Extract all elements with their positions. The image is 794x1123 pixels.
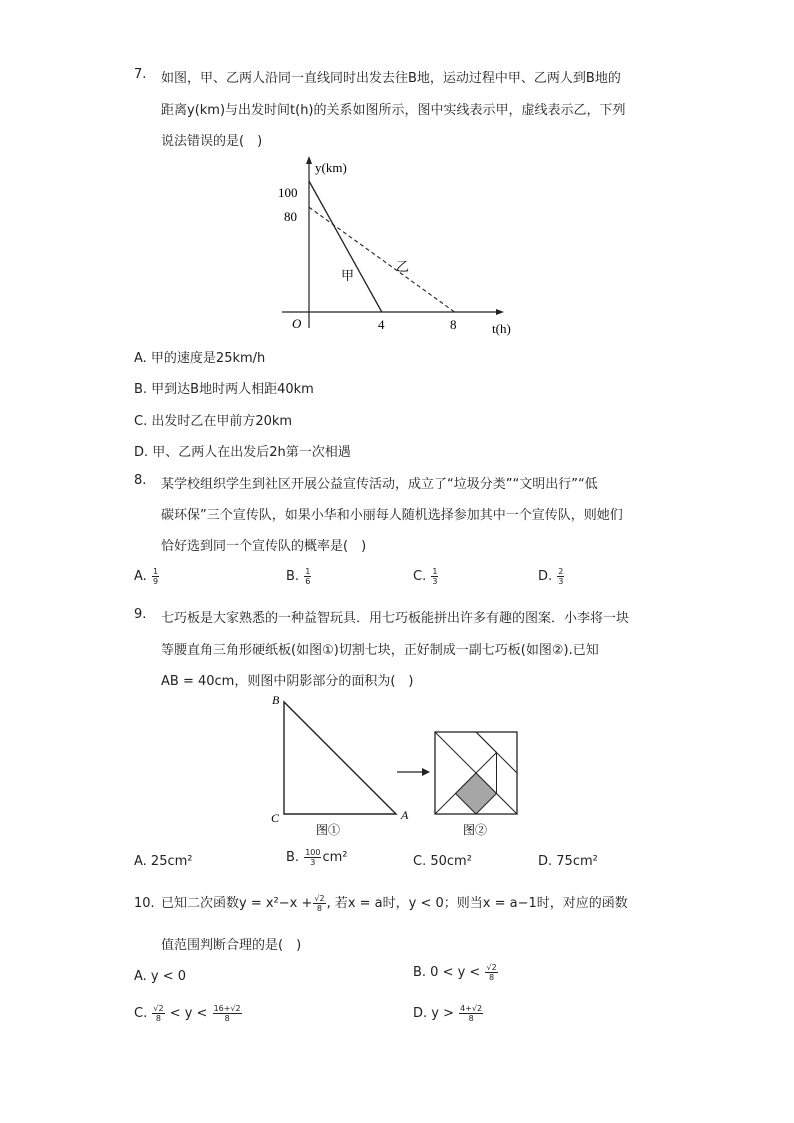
q7-text-line1: 如图，甲、乙两人沿同一直线同时出发去往B地，运动过程中甲、乙两人到B地的 <box>161 71 621 86</box>
option-label: A. <box>134 569 147 584</box>
q8-option-c[interactable] <box>413 567 439 586</box>
arrow-right-icon <box>422 768 430 776</box>
q9-text-line2: 等腰直角三角形硬纸板(如图①)切割七块，正好制成一副七巧板(如图②).已知 <box>161 643 599 658</box>
q9-option-d[interactable]: D. 75cm² <box>538 854 598 869</box>
unit: cm² <box>322 850 348 865</box>
numerator: 2 <box>558 567 564 576</box>
option-label: B. <box>286 850 300 865</box>
option-label: C. <box>134 1006 148 1021</box>
fraction <box>485 963 497 982</box>
y-tick-100: 100 <box>278 185 298 200</box>
denominator: 6 <box>305 577 311 586</box>
q7-option-d[interactable]: D. 甲、乙两人在出发后2h第一次相遇 <box>134 445 351 460</box>
q9-option-c[interactable]: C. 50cm² <box>413 854 472 869</box>
numerator: 4+√2 <box>460 1004 483 1013</box>
q9-figures <box>262 690 532 840</box>
fraction <box>304 848 321 867</box>
fraction <box>152 567 159 586</box>
q10-line1-post: , 若x = a时，y < 0；则当x = a−1时，对应的函数 <box>326 896 628 911</box>
q10-line1-pre: 已知二次函数y = x²−x + <box>161 896 313 911</box>
q9-text-line1: 七巧板是大家熟悉的一种益智玩具．用七巧板能拼出许多有趣的图案．小李将一块 <box>161 611 630 626</box>
q10-option-d[interactable] <box>413 1004 484 1023</box>
denominator: 8 <box>316 904 323 913</box>
fraction <box>152 1004 164 1023</box>
numerator: √2 <box>486 963 497 972</box>
fraction <box>431 567 438 586</box>
q10-number: 10. <box>134 896 155 911</box>
y-tick-80: 80 <box>284 209 297 224</box>
option-label: C. <box>413 569 427 584</box>
fraction <box>557 567 564 586</box>
denominator: 9 <box>152 577 159 586</box>
fraction <box>313 894 325 913</box>
label-yi: 乙 <box>396 259 410 274</box>
series-jia-line <box>309 181 382 312</box>
q9-option-b[interactable] <box>286 848 348 867</box>
q8-option-a[interactable] <box>134 567 160 586</box>
label-jia: 甲 <box>341 268 355 283</box>
q7-option-c[interactable]: C. 出发时乙在甲前方20km <box>134 414 293 429</box>
denominator: 3 <box>310 858 316 867</box>
q10-option-a[interactable]: A. y < 0 <box>134 969 187 984</box>
x-axis-arrow-icon <box>496 309 504 315</box>
q7-number: 7. <box>134 67 147 82</box>
fraction <box>459 1004 483 1023</box>
denominator: 3 <box>558 577 564 586</box>
numerator: 1 <box>305 567 311 576</box>
q7-text-line2: 距离y(km)与出发时间t(h)的关系如图所示，图中实线表示甲，虚线表示乙，下列 <box>161 103 626 118</box>
q8-text-line2: 碳环保”三个宣传队，如果小华和小丽每人随机选择参加其中一个宣传队，则她们 <box>161 508 623 523</box>
q10-option-c[interactable] <box>134 1004 243 1023</box>
triangle-figure-1 <box>284 702 396 814</box>
q10-option-b[interactable] <box>413 963 499 982</box>
vertex-a-label: A <box>401 808 409 822</box>
numerator: √2 <box>314 894 325 903</box>
numerator: 16+√2 <box>213 1004 241 1013</box>
q7-text-line3: 说法错误的是( ) <box>161 134 263 149</box>
q9-text-line3: AB = 40cm，则图中阴影部分的面积为( ) <box>161 674 414 689</box>
q8-option-d[interactable] <box>538 567 565 586</box>
series-yi-line <box>309 207 455 312</box>
y-axis-arrow-icon <box>306 156 312 164</box>
origin-label: O <box>292 316 302 331</box>
x-axis-label: t(h) <box>492 321 511 336</box>
q7-option-a[interactable]: A. 甲的速度是25km/h <box>134 351 266 366</box>
numerator: √2 <box>153 1004 164 1013</box>
q9-number: 9. <box>134 607 147 622</box>
q8-number: 8. <box>134 473 147 488</box>
q10-text-line2: 值范围判断合理的是( ) <box>161 938 302 953</box>
q8-option-b[interactable] <box>286 567 312 586</box>
q8-text-line1: 某学校组织学生到社区开展公益宣传活动，成立了“垃圾分类”“文明出行”“低 <box>161 477 598 492</box>
option-prefix: D. y > <box>413 1006 454 1021</box>
fraction <box>304 567 311 586</box>
x-tick-4: 4 <box>378 317 385 332</box>
denominator: 3 <box>432 577 438 586</box>
denominator: 8 <box>489 973 495 982</box>
vertex-b-label: B <box>272 693 280 707</box>
q7-option-b[interactable]: B. 甲到达B地时两人相距40km <box>134 382 314 397</box>
option-label: B. <box>286 569 300 584</box>
fraction <box>213 1004 242 1023</box>
option-prefix: B. 0 < y < <box>413 965 481 980</box>
q9-option-a[interactable]: A. 25cm² <box>134 854 193 869</box>
option-middle: < y < <box>169 1006 208 1021</box>
figure-1-caption: 图① <box>316 823 341 837</box>
x-tick-8: 8 <box>450 317 457 332</box>
option-label: D. <box>538 569 553 584</box>
numerator: 1 <box>432 567 438 576</box>
numerator: 1 <box>152 567 159 576</box>
shaded-square <box>456 773 497 814</box>
figure-2-caption: 图② <box>463 823 488 837</box>
denominator: 8 <box>468 1014 474 1023</box>
q10-text-line1 <box>161 892 628 913</box>
q7-graph <box>270 150 530 345</box>
q8-text-line3: 恰好选到同一个宣传队的概率是( ) <box>161 539 367 554</box>
y-axis-label: y(km) <box>315 160 347 175</box>
tangram-figure-2 <box>435 732 517 814</box>
denominator: 8 <box>224 1014 230 1023</box>
denominator: 8 <box>155 1014 161 1023</box>
numerator: 100 <box>305 848 321 857</box>
vertex-c-label: C <box>271 811 280 825</box>
